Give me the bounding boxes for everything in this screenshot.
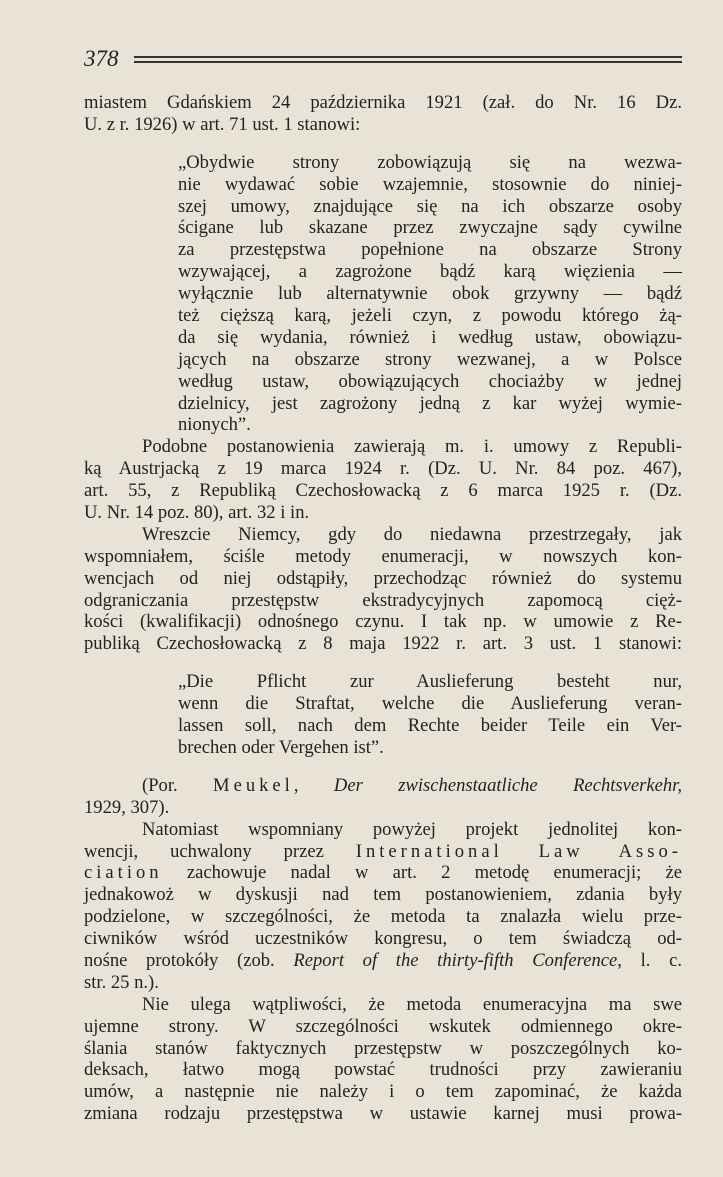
text-line: jących na obszarze strony wezwanej, a w Polsce (178, 348, 682, 370)
text-line: kości (kwalifikacji) odnośnego czynu. I tak np. w umowie z Re- (84, 611, 682, 633)
text-line: ką Austrjacką z 19 marca 1924 r. (Dz. U. Nr. 84 poz. 467), (84, 458, 682, 480)
text-line: wencji, uchwalony przez International Law Asso- (84, 840, 682, 862)
text-line: ciwników wśród uczestników kongresu, o tem świadczą od- (84, 928, 682, 950)
text-line: da się wydania, również i według ustaw, obowiązu- (178, 326, 682, 348)
text-line: U. z r. 1926) w art. 71 ust. 1 stanowi: (84, 113, 361, 135)
text-line: Wreszcie Niemcy, gdy do niedawna przestrzegały, jak (142, 523, 682, 545)
text-line: dzielnicy, jest zagrożony jedną z kar wyżej wymie- (178, 392, 682, 414)
text-line: wzywającej, a zagrożone bądź karą więzienia — (178, 261, 682, 283)
text-line: wencjach od niej odstąpiły, przechodząc również do systemu (84, 567, 682, 589)
text-line: (Por. Meukel, Der zwischenstaatliche Rechtsverkehr, (142, 774, 683, 796)
text-line: Natomiast wspomniany powyżej projekt jednolitej kon- (142, 818, 682, 840)
text-line: według ustaw, obowiązujących chociażby w jednej (178, 370, 682, 392)
header-rule (134, 61, 682, 63)
text-line: ścigane lub skazane przez zwyczajne sądy cywilne (178, 217, 682, 239)
text-line: szej umowy, znajdujące się na ich obszarze osoby (178, 195, 682, 217)
text-line: ślania stanów faktycznych przestępstw w poszczególnych ko- (84, 1037, 682, 1059)
text-line: publiką Czechosłowacką z 8 maja 1922 r. art. 3 ust. 1 stanowi: (84, 633, 682, 655)
text-line: „Die Pflicht zur Auslieferung besteht nur, (178, 671, 682, 693)
text-line: za przestępstwa popełnione na obszarze Strony (178, 239, 682, 261)
text-line: nie wydawać sobie wzajemnie, stosownie do niniej- (178, 173, 682, 195)
text-line: zmiana rodzaju przestępstwa w ustawie karnej musi prowa- (84, 1103, 682, 1125)
text-line: brechen oder Vergehen ist”. (178, 736, 384, 758)
text-line: umów, a następnie nie należy i o tem zapominać, że każda (84, 1081, 682, 1103)
page-number: 378 (84, 46, 119, 71)
page-header (84, 44, 682, 74)
text-line: ujemne strony. W szczególności wskutek odmiennego okre- (84, 1015, 682, 1037)
text-line: 1929, 307). (84, 796, 170, 818)
text-line: U. Nr. 14 poz. 80), art. 32 i in. (84, 502, 310, 524)
text-line: lassen soll, nach dem Rechte beider Teile ein Ver- (178, 715, 682, 737)
text-line: art. 55, z Republiką Czechosłowacką z 6 marca 1925 r. (Dz. (84, 480, 682, 502)
text-line: też cięższą karą, jeżeli czyn, z powodu którego żą- (178, 305, 682, 327)
text-line: Podobne postanowienia zawierają m. i. umowy z Republi- (142, 436, 682, 458)
text-line: deksach, łatwo mogą powstać trudności przy zawieraniu (84, 1059, 682, 1081)
text-line: miastem Gdańskiem 24 października 1921 (zał. do Nr. 16 Dz. (84, 92, 682, 113)
text-line: nionych”. (178, 414, 251, 436)
text-line: wyłącznie lub alternatywnie obok grzywny — bądź (178, 283, 682, 305)
body-text (84, 92, 682, 1125)
text-line: str. 25 n.). (84, 971, 159, 993)
text-line: ciation zachowuje nadal w art. 2 metodę enumeracji; że (84, 862, 682, 884)
text-line: „Obydwie strony zobowiązują się na wezwa- (178, 151, 682, 173)
header-rule (134, 56, 682, 58)
text-line: jednakowoż w dyskusji nad tem postanowieniem, zdania były (84, 884, 682, 906)
text-line: Nie ulega wątpliwości, że metoda enumeracyjna ma swe (142, 993, 682, 1015)
text-line: wspomniałem, ściśle metody enumeracji, w nowszych kon- (84, 545, 682, 567)
text-line: nośne protokóły (zob. Report of the thirty-fifth Conference, l. c. (84, 949, 682, 971)
text-line: podzielone, w szczególności, że metoda ta znalazła wielu prze- (84, 906, 682, 928)
text-line: wenn die Straftat, welche die Auslieferung veran- (178, 693, 682, 715)
text-line: odgraniczania przestępstw ekstradycyjnych zapomocą cięż- (84, 589, 682, 611)
